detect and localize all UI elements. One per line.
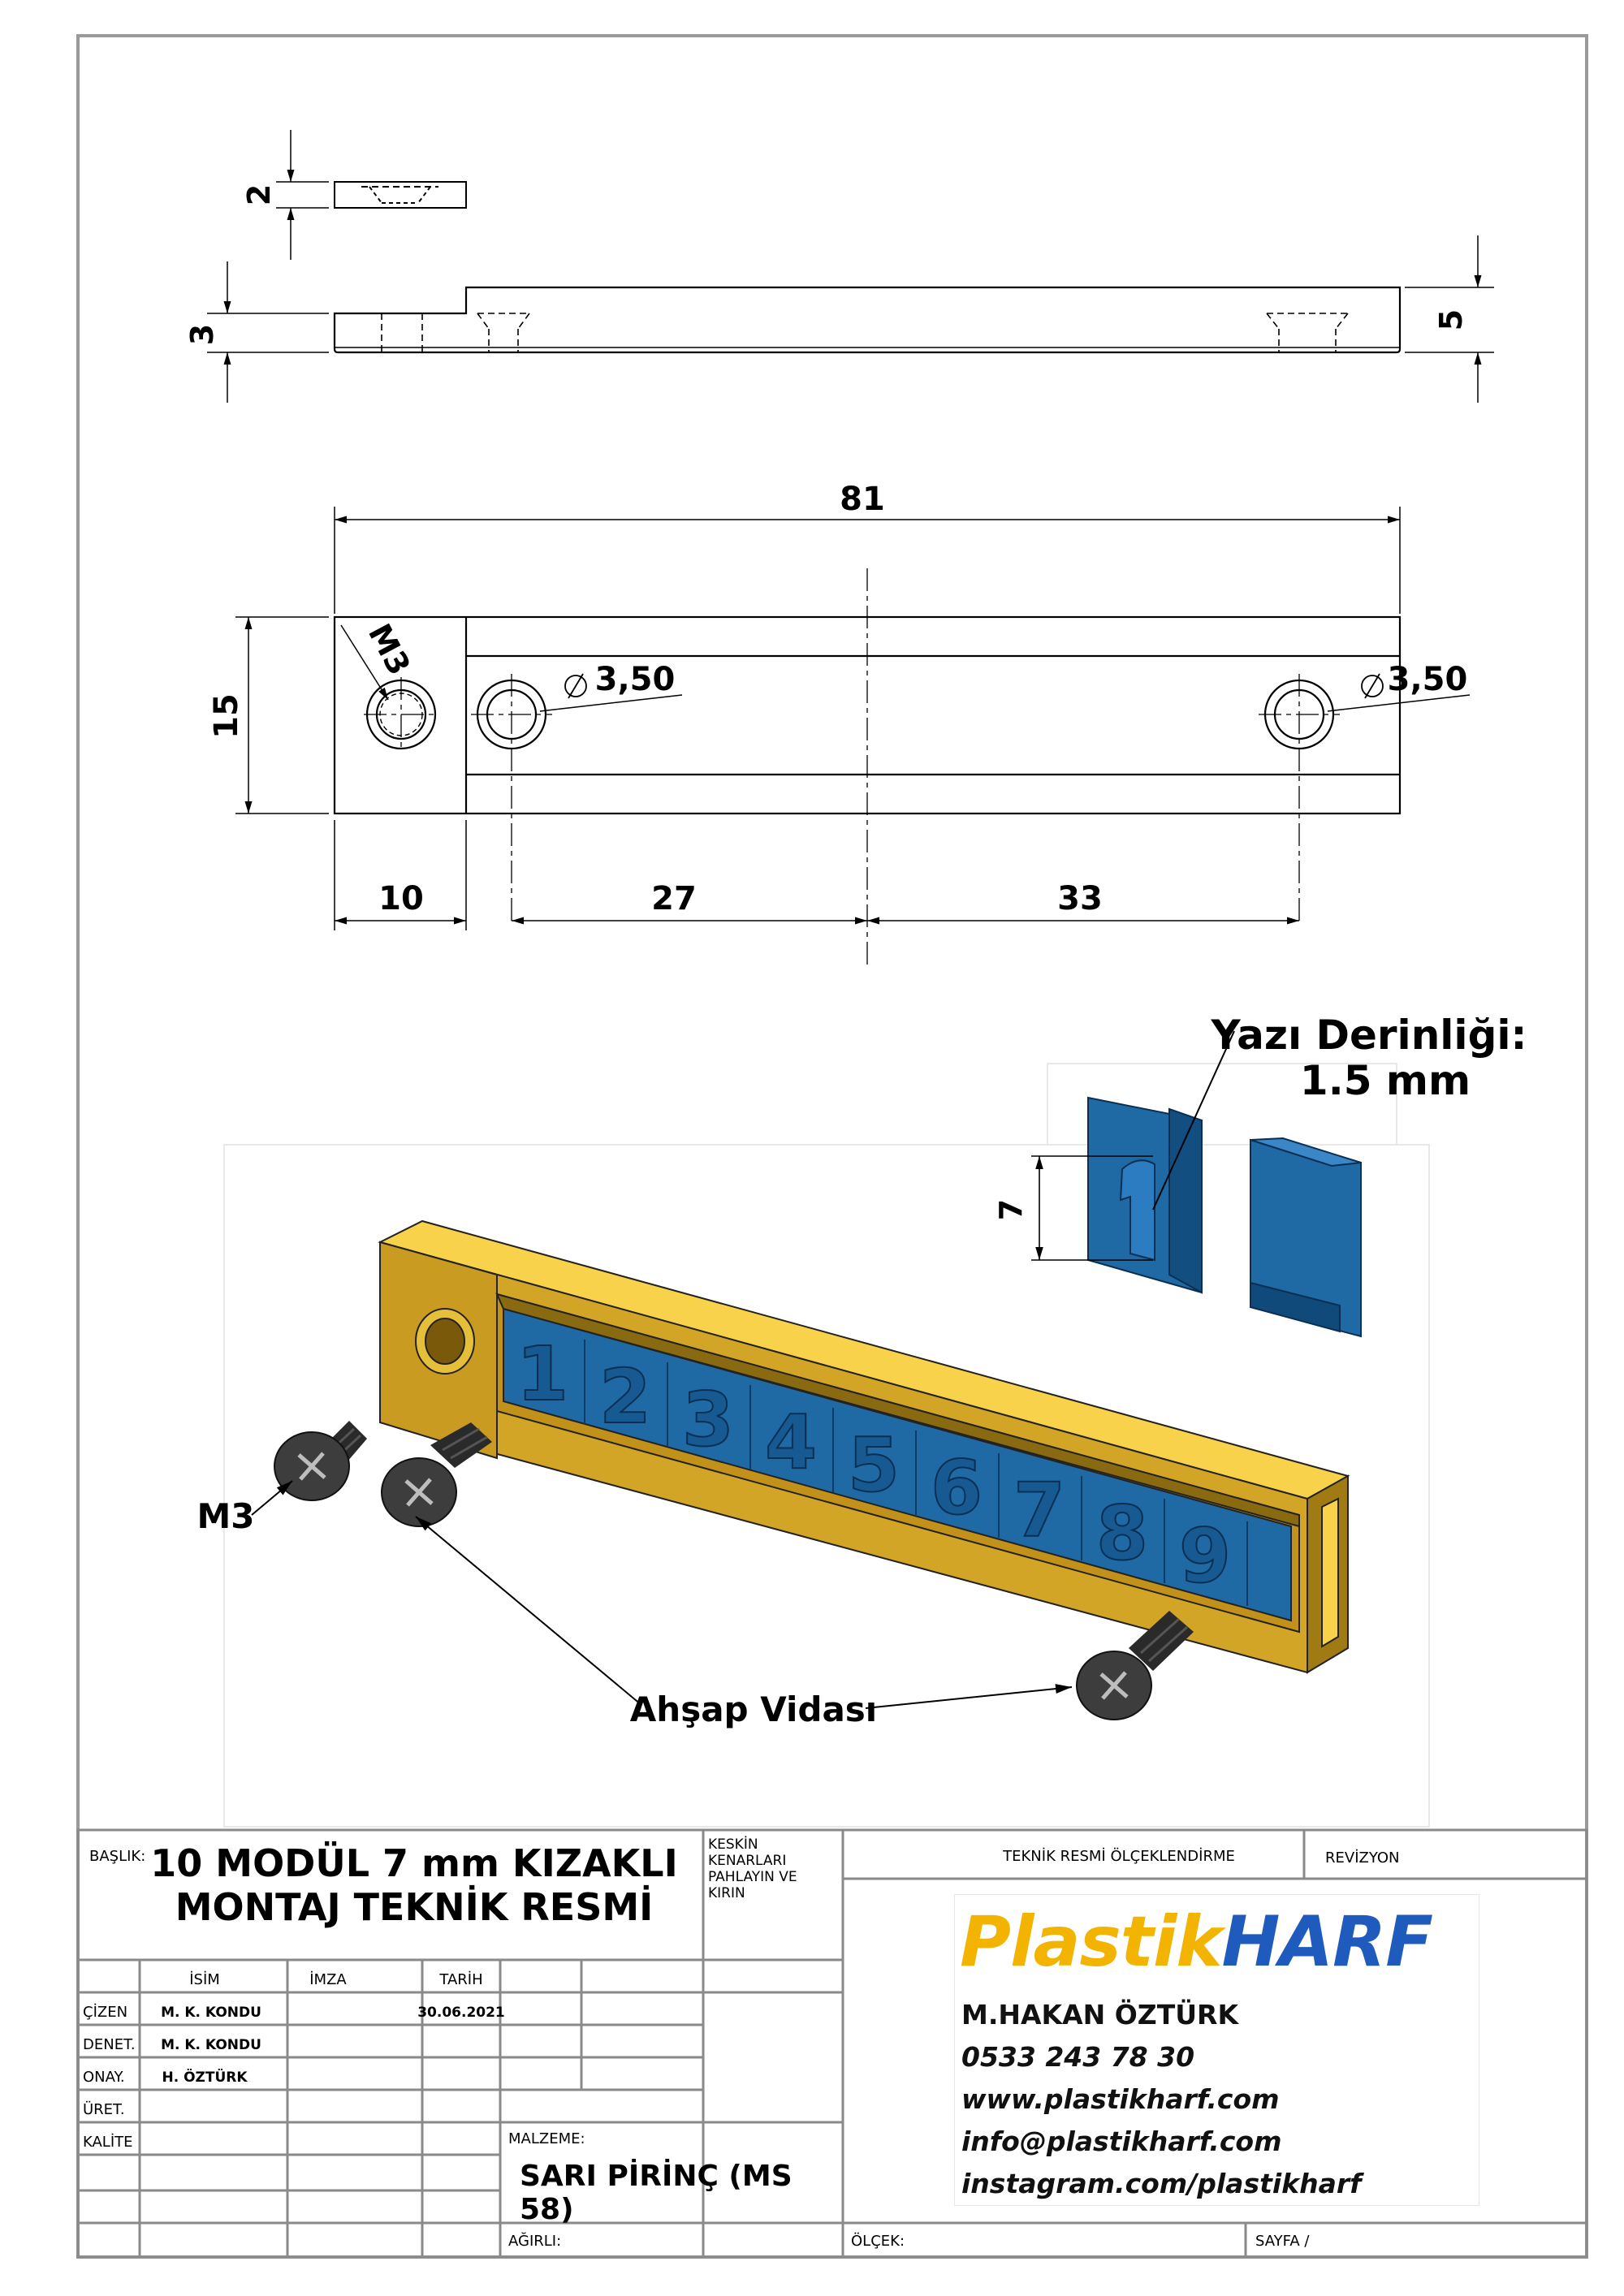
role-onay: ONAY. bbox=[83, 2069, 125, 2086]
malzeme-label: MALZEME: bbox=[508, 2130, 585, 2147]
contact-name: M.HAKAN ÖZTÜRK bbox=[961, 1999, 1239, 2031]
role-denet: DENET. bbox=[83, 2036, 136, 2053]
depth-title: Yazı Derinliği: bbox=[1211, 1012, 1527, 1059]
keskin-note: KESKİN KENARLARI PAHLAYIN VE KIRIN bbox=[708, 1836, 797, 1901]
screw-wood-right bbox=[1077, 1611, 1194, 1720]
wood-screw-label: Ahşap Vidası bbox=[629, 1690, 878, 1729]
company-logo-card bbox=[954, 1894, 1479, 2206]
dim-10: 10 bbox=[378, 880, 424, 917]
agirlik-label: AĞIRLI: bbox=[508, 2233, 562, 2250]
col-isim: İSİM bbox=[189, 1971, 220, 1988]
contact-email: info@plastikharf.com bbox=[961, 2126, 1282, 2157]
drawing-title-line1: 10 MODÜL 7 mm KIZAKLI bbox=[150, 1841, 678, 1885]
digit-5: 5 bbox=[847, 1422, 901, 1508]
digit-6: 6 bbox=[930, 1444, 983, 1531]
dim-15: 15 bbox=[208, 693, 245, 739]
dim-27: 27 bbox=[651, 880, 697, 917]
name-onay: H. ÖZTÜRK bbox=[162, 2069, 248, 2086]
role-cizen: ÇİZEN bbox=[83, 2004, 128, 2021]
depth-value: 1.5 mm bbox=[1299, 1057, 1471, 1104]
drawing-title-line2: MONTAJ TEKNİK RESMİ bbox=[175, 1885, 654, 1929]
sayfa-label: SAYFA / bbox=[1255, 2233, 1310, 2250]
baslik-label: BAŞLIK: bbox=[89, 1848, 146, 1865]
hole-dia-right: 3,50 bbox=[1387, 661, 1468, 698]
type-block-with-digit bbox=[1088, 1098, 1202, 1293]
screw-m3-label: M3 bbox=[197, 1496, 255, 1536]
thread-label-m3: M3 bbox=[361, 618, 417, 681]
dim-81: 81 bbox=[840, 481, 885, 518]
contact-phone: 0533 243 78 30 bbox=[961, 2041, 1195, 2073]
top-strip-view bbox=[276, 130, 466, 260]
logo-plastik: Plastik bbox=[960, 1901, 1222, 1983]
digit-3: 3 bbox=[681, 1376, 735, 1463]
col-tarih: TARİH bbox=[439, 1971, 483, 1988]
contact-website: www.plastikharf.com bbox=[961, 2083, 1280, 2115]
logo-harf: HARF bbox=[1221, 1901, 1433, 1983]
role-kalite: KALİTE bbox=[83, 2134, 133, 2151]
char-height-label: 7 bbox=[993, 1198, 1029, 1221]
name-denet: M. K. KONDU bbox=[161, 2037, 261, 2053]
digit-9: 9 bbox=[1178, 1513, 1232, 1599]
role-uret: ÜRET. bbox=[83, 2101, 125, 2118]
dim-5: 5 bbox=[1433, 309, 1469, 331]
drawing-title bbox=[138, 1841, 690, 1929]
dim-33: 33 bbox=[1057, 880, 1103, 917]
contact-block bbox=[961, 1994, 1362, 2205]
digit-2: 2 bbox=[598, 1353, 652, 1440]
screw-m3 bbox=[274, 1421, 367, 1500]
name-cizen: M. K. KONDU bbox=[161, 2005, 261, 2021]
digit-8: 8 bbox=[1095, 1490, 1149, 1577]
digit-4: 4 bbox=[764, 1399, 818, 1486]
brand-logo bbox=[960, 1901, 1432, 1983]
material-value: SARI PİRİNÇ (MS 58) bbox=[520, 2160, 793, 2226]
contact-instagram: instagram.com/plastikharf bbox=[961, 2168, 1362, 2199]
col-imza: İMZA bbox=[309, 1971, 347, 1988]
hole-dia-left: 3,50 bbox=[594, 661, 676, 698]
type-block-blank bbox=[1250, 1138, 1361, 1336]
olcek-header: TEKNİK RESMİ ÖLÇEKLENDİRME bbox=[1003, 1848, 1235, 1865]
date-cizen: 30.06.2021 bbox=[417, 2005, 505, 2021]
dim-3: 3 bbox=[184, 323, 220, 346]
digit-1: 1 bbox=[516, 1331, 569, 1418]
digit-7: 7 bbox=[1013, 1467, 1066, 1554]
olcek-label: ÖLÇEK: bbox=[851, 2233, 905, 2250]
revizyon-label: REVİZYON bbox=[1325, 1849, 1400, 1867]
dim-2: 2 bbox=[241, 183, 277, 206]
side-view bbox=[207, 235, 1494, 403]
